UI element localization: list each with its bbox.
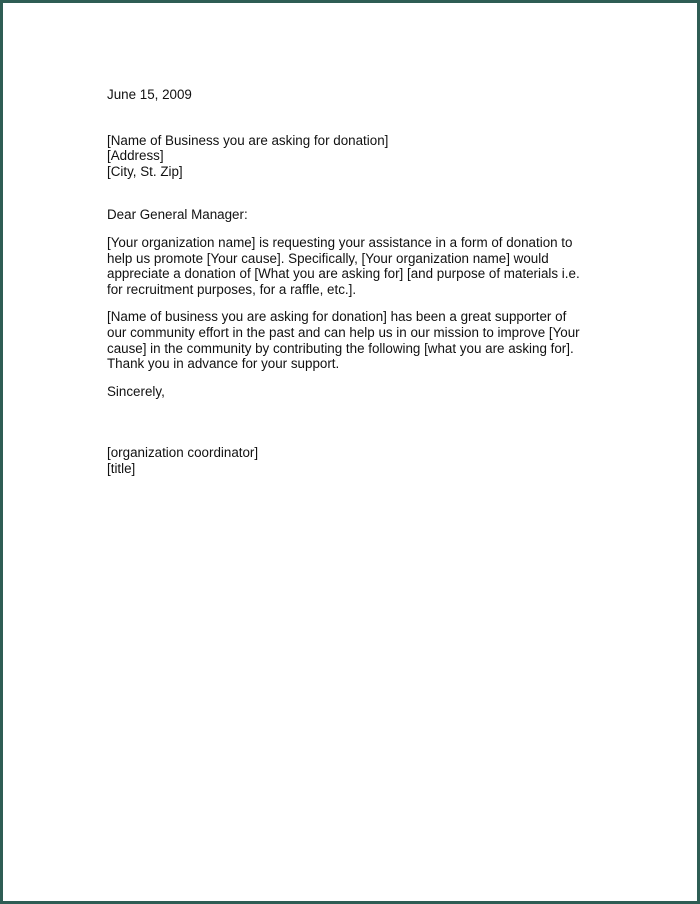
signature-block bbox=[107, 445, 607, 476]
paragraph-line: help us promote [Your cause]. Specifically, [Your organization name] would bbox=[107, 250, 549, 266]
letter-date bbox=[107, 87, 607, 103]
paragraph-line: Thank you in advance for your support. bbox=[107, 356, 340, 372]
salutation bbox=[107, 207, 607, 223]
date-text: June 15, 2009 bbox=[107, 87, 192, 102]
recipient-city-state-zip: [City, St. Zip] bbox=[107, 163, 183, 179]
closing-text: Sincerely, bbox=[107, 383, 165, 399]
paragraph-line: [Your organization name] is requesting your assistance in a form of donation to bbox=[107, 234, 573, 250]
paragraph-line: [Name of business you are asking for donation] has been a great supporter of bbox=[107, 309, 567, 325]
recipient-name: [Name of Business you are asking for donation] bbox=[107, 132, 389, 148]
paragraph-line: for recruitment purposes, for a raffle, etc.]. bbox=[107, 281, 357, 297]
paragraph-support bbox=[107, 309, 607, 371]
salutation-text: Dear General Manager: bbox=[107, 207, 248, 223]
signer-title: [title] bbox=[107, 460, 136, 476]
recipient-address-block bbox=[107, 133, 607, 180]
recipient-address: [Address] bbox=[107, 148, 164, 164]
closing bbox=[107, 384, 607, 400]
paragraph-request bbox=[107, 235, 607, 297]
signer-name: [organization coordinator] bbox=[107, 445, 259, 461]
letter-body bbox=[107, 87, 607, 477]
paragraph-line: appreciate a donation of [What you are asking for] [and purpose of materials i.e. bbox=[107, 266, 580, 282]
paragraph-line: cause] in the community by contributing the following [what you are asking for]. bbox=[107, 340, 574, 356]
paragraph-line: our community effort in the past and can help us in our mission to improve [Your bbox=[107, 324, 580, 340]
